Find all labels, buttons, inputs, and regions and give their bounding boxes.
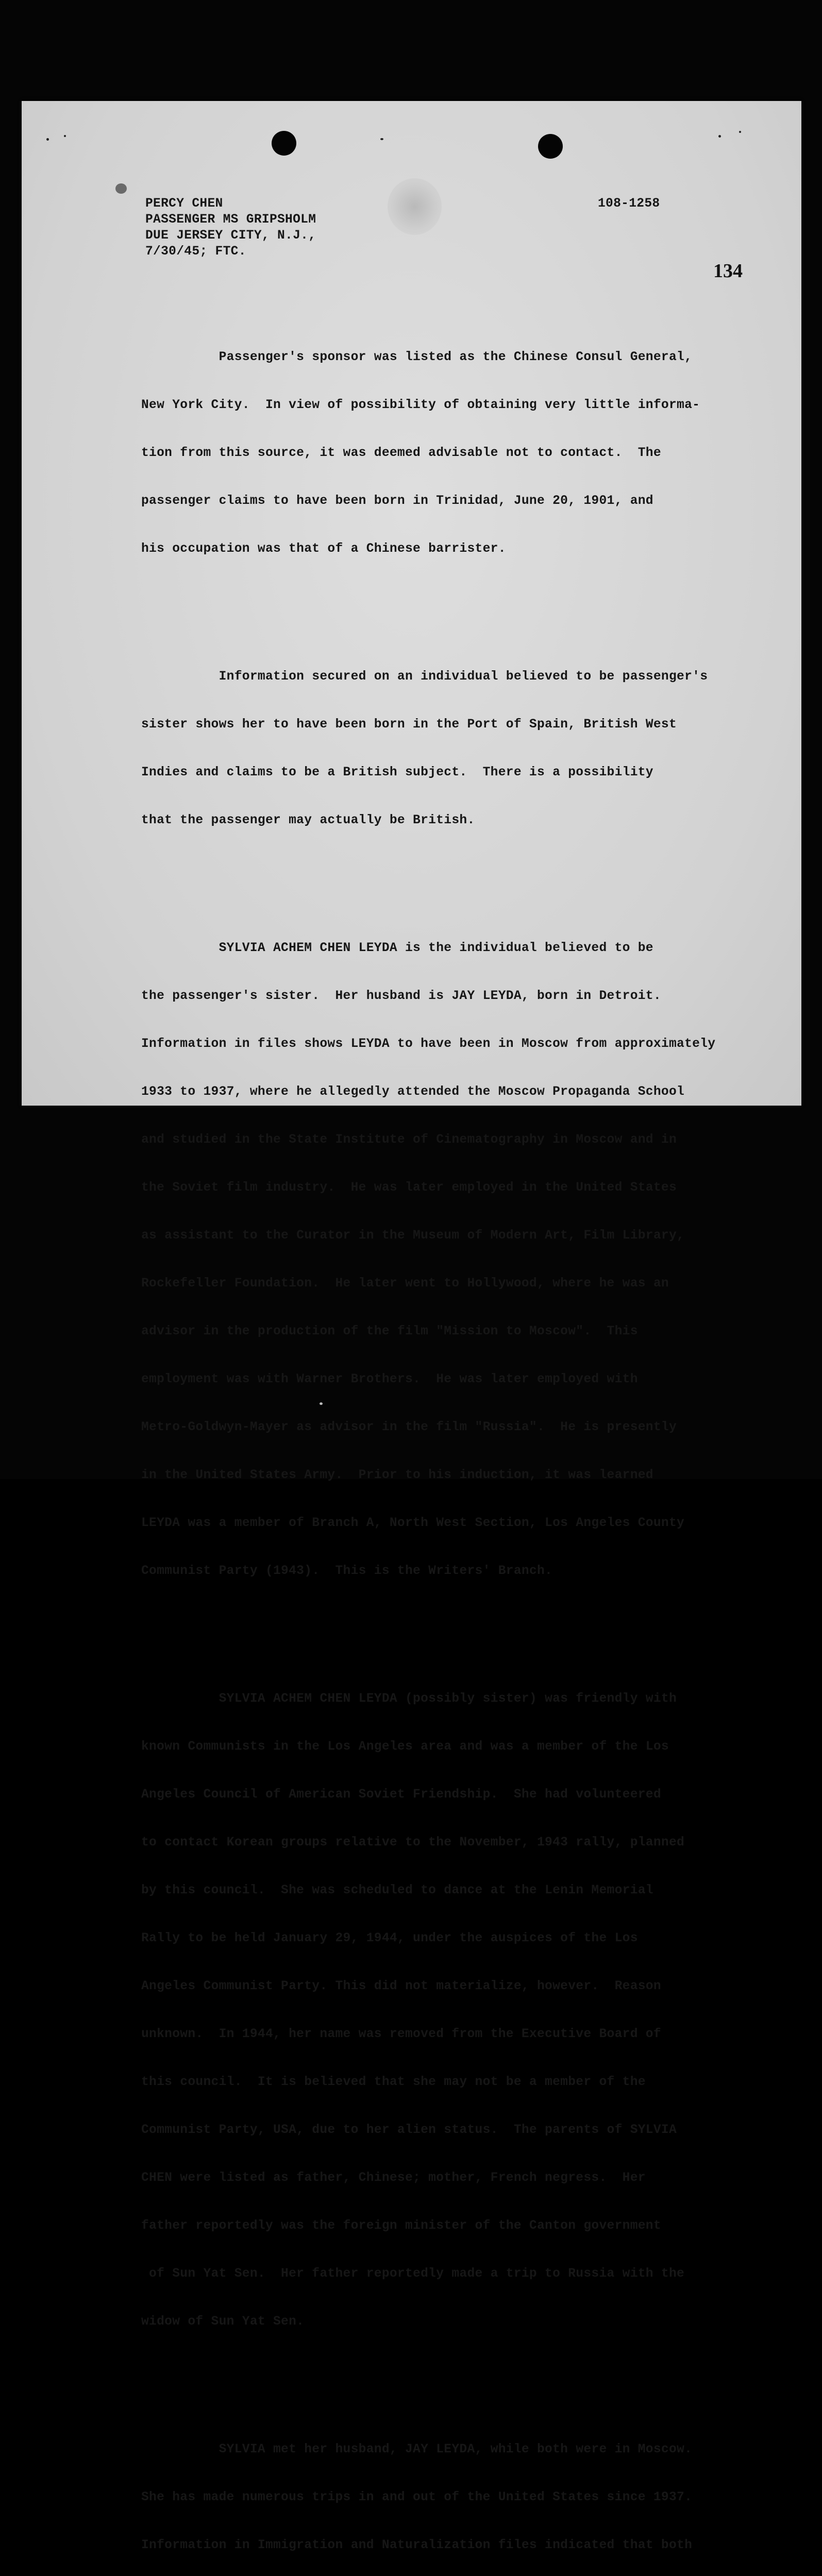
text-line: of Sun Yat Sen. Her father reportedly made a trip to Russia with the <box>141 2267 685 2281</box>
punch-hole <box>272 131 296 156</box>
text-line: that the passenger may actually be British. <box>141 814 475 827</box>
text-line: Angeles Communist Party. This did not materialize, however. Reason <box>141 1979 661 1993</box>
text-line: Rockefeller Foundation. He later went to Hollywood, where he was an <box>141 1277 669 1291</box>
paragraph <box>141 317 715 589</box>
document-body <box>141 285 715 2576</box>
paper-speck <box>718 135 721 138</box>
text-line: CHEN were listed as father, Chinese; mother, French negress. Her <box>141 2171 646 2185</box>
paragraph <box>141 908 715 1611</box>
text-line: advisor in the production of the film "Mission to Moscow". This <box>141 1325 638 1338</box>
paragraph <box>141 637 715 860</box>
text-line: his occupation was that of a Chinese barrister. <box>141 542 506 556</box>
header-line: PASSENGER MS GRIPSHOLM <box>145 213 316 227</box>
text-line: Communist Party, USA, due to her alien status. The parents of SYLVIA <box>141 2123 677 2137</box>
text-line: 1933 to 1937, where he allegedly attended the Moscow Propaganda School <box>141 1085 685 1099</box>
text-line: unknown. In 1944, her name was removed from the Executive Board of <box>141 2027 661 2041</box>
text-line: New York City. In view of possibility of obtaining very little informa- <box>141 398 700 412</box>
header-line: 7/30/45; FTC. <box>145 245 246 259</box>
text-line: as assistant to the Curator in the Museum of Modern Art, Film Library, <box>141 1229 685 1243</box>
text-line: SYLVIA ACHEM CHEN LEYDA is the individual believed to be <box>141 941 653 955</box>
header-block <box>145 196 316 260</box>
text-line: SYLVIA ACHEM CHEN LEYDA (possibly sister) was friendly with <box>141 1692 677 1706</box>
header-line: PERCY CHEN <box>145 197 223 211</box>
header-line: DUE JERSEY CITY, N.J., <box>145 229 316 243</box>
text-line: Passenger's sponsor was listed as the Chinese Consul General, <box>141 350 693 364</box>
text-line: Communist Party (1943). This is the Writers' Branch. <box>141 1564 553 1578</box>
page-number: 134 <box>713 260 743 282</box>
document-page <box>22 101 801 2552</box>
text-line: passenger claims to have been born in Trinidad, June 20, 1901, and <box>141 494 653 508</box>
text-line: Information secured on an individual believed to be passenger's <box>141 670 708 684</box>
text-line: this council. It is believed that she may not be a member of the <box>141 2075 646 2089</box>
paper-speck <box>115 183 127 194</box>
text-line: employment was with Warner Brothers. He was later employed with <box>141 1372 638 1386</box>
text-line: Rally to be held January 29, 1944, under the auspices of the Los <box>141 1931 638 1945</box>
paper-speck <box>46 138 49 141</box>
paragraph <box>141 1659 715 2362</box>
text-line: Information in Immigration and Naturalization files indicated that both <box>141 2538 693 2552</box>
text-line: tion from this source, it was deemed advisable not to contact. The <box>141 446 661 460</box>
text-line: Information in files shows LEYDA to have been in Moscow from approximately <box>141 1037 716 1051</box>
paper-speck <box>64 135 66 137</box>
text-line: sister shows her to have been born in the Port of Spain, British West <box>141 718 677 732</box>
text-line: Indies and claims to be a British subject. There is a possibility <box>141 766 653 779</box>
text-line: father reportedly was the foreign minister of the Canton government <box>141 2219 661 2233</box>
text-line: to contact Korean groups relative to the November, 1943 rally, planned <box>141 1836 685 1850</box>
text-line: in the United States Army. Prior to his induction, it was learned <box>141 1468 653 1482</box>
paper-speck <box>380 138 383 140</box>
paragraph <box>141 2410 715 2576</box>
text-line: the passenger's sister. Her husband is JAY LEYDA, born in Detroit. <box>141 989 661 1003</box>
text-line: known Communists in the Los Angeles area and was a member of the Los <box>141 1740 669 1754</box>
text-line: by this council. She was scheduled to dance at the Lenin Memorial <box>141 1884 653 1897</box>
text-line: widow of Sun Yat Sen. <box>141 2315 305 2329</box>
paper-speck <box>739 131 741 133</box>
file-number: 108-1258 <box>598 197 660 211</box>
text-line: SYLVIA met her husband, JAY LEYDA, while both were in Moscow. <box>141 2443 693 2456</box>
paper-smudge <box>388 178 442 235</box>
text-line: the Soviet film industry. He was later employed in the United States <box>141 1181 677 1195</box>
punch-hole <box>538 134 563 159</box>
text-line: and studied in the State Institute of Cinematography in Moscow and in <box>141 1133 677 1147</box>
text-line: She has made numerous trips in and out of the United States since 1937. <box>141 2490 693 2504</box>
text-line: Metro-Goldwyn-Mayer as advisor in the film "Russia". He is presently <box>141 1420 677 1434</box>
background-speck <box>320 1402 323 1405</box>
text-line: LEYDA was a member of Branch A, North West Section, Los Angeles County <box>141 1516 685 1530</box>
text-line: Angeles Council of American Soviet Friendship. She had volunteered <box>141 1788 661 1802</box>
